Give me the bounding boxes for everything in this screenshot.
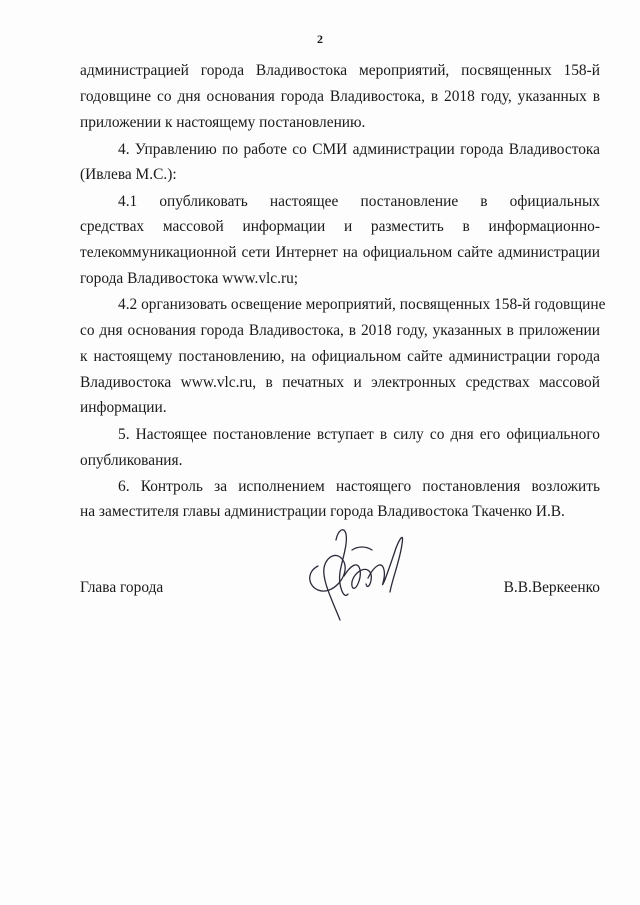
text-line: 4.1 опубликовать настоящее постановление в официальных <box>118 193 600 210</box>
text-line: средствах массовой информации и разместить в информационно- <box>80 218 600 235</box>
text-line: опубликования. <box>80 452 183 469</box>
text-line: (Ивлева М.С.): <box>80 166 177 183</box>
text-line: 4.2 организовать освещение мероприятий, посвященных 158-й годовщине <box>118 296 606 313</box>
text-line: города Владивостока www.vlc.ru; <box>80 270 299 287</box>
text-line: к настоящему постановлению, на официальном сайте администрации города <box>80 348 600 365</box>
signatory-name: В.В.Веркеенко <box>503 579 600 596</box>
text-line: 5. Настоящее постановление вступает в силу со дня его официального <box>118 426 600 443</box>
text-line: администрацией города Владивостока мероприятий, посвященных 158-й <box>80 62 600 79</box>
text-line: Владивостока www.vlc.ru, в печатных и электронных средствах массовой <box>80 374 600 391</box>
text-line: со дня основания города Владивостока, в 2018 году, указанных в приложении <box>80 322 600 339</box>
text-line: 6. Контроль за исполнением настоящего постановления возложить <box>118 478 600 495</box>
text-line: на заместителя главы администрации города Владивостока Ткаченко И.В. <box>80 503 565 520</box>
text-line: информации. <box>80 399 167 416</box>
signature-block <box>80 578 600 598</box>
signatory-title: Глава города <box>80 579 164 596</box>
text-line: телекоммуникационной сети Интернет на официальном сайте администрации <box>80 244 600 261</box>
page-number: 2 <box>317 32 323 46</box>
text-line: 4. Управлению по работе со СМИ администрации города Владивостока <box>118 141 600 158</box>
text-line: годовщине со дня основания города Владивостока, в 2018 году, указанных в <box>80 88 600 105</box>
handwritten-signature <box>292 520 412 630</box>
text-line: приложении к настоящему постановлению. <box>80 114 366 131</box>
